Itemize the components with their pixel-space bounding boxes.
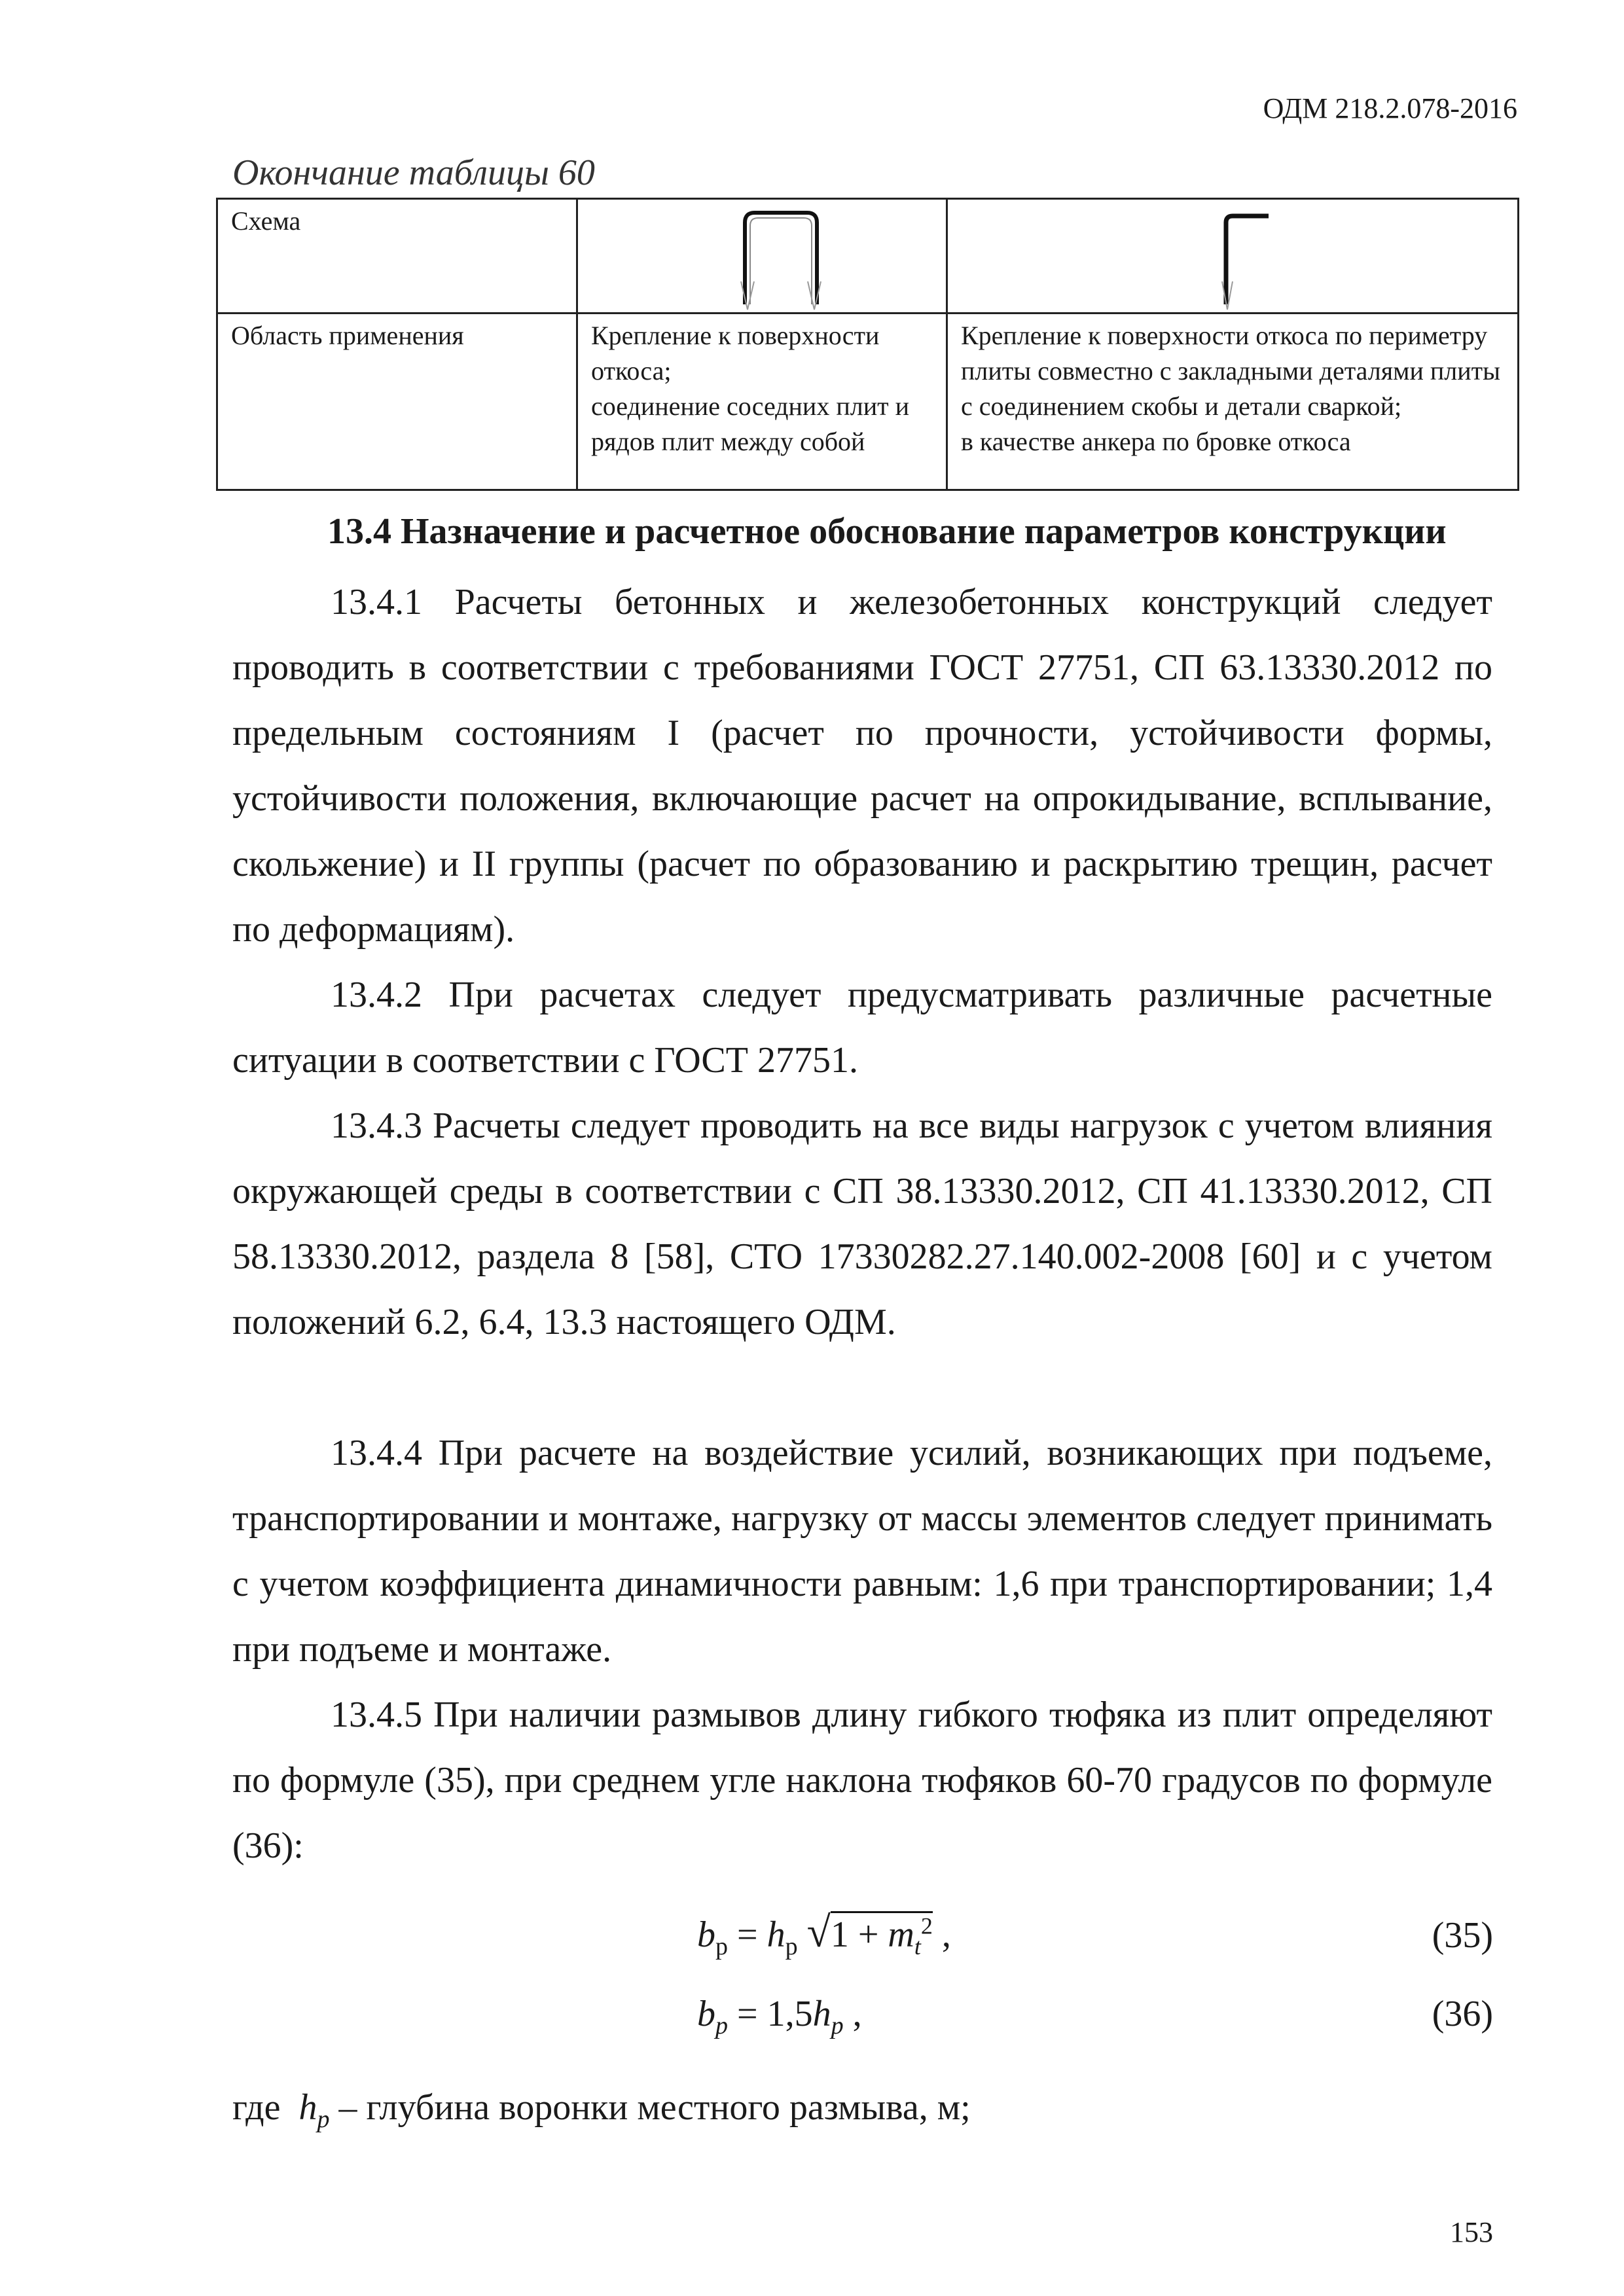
where-text: – глубина воронки местного размыва, м; [338,2087,971,2128]
f36-comma: , [852,1994,862,2034]
f35-b: b [697,1914,715,1955]
paragraph-13-4-1: 13.4.1 Расчеты бетонных и железобетонных конструкций следует проводить в соответствии с требованиями ГОСТ 27751, СП 63.13330.2012 по предельным состояниям I (расчет по прочности, устойчивости формы, устойчивости положения, включающие расчет на опрокидывание, всплывание, скольжение) и II группы (расчет по образованию и раскрытию трещин, расчет по деформациям). [232,582,1492,950]
f35-m-sub: t [914,1933,921,1960]
paragraph-13-4-2: 13.4.2 При расчетах следует предусматривать различные расчетные ситуации в соответствии с ГОСТ 27751. [232,975,1492,1081]
paragraph-13-4-3: 13.4.3 Расчеты следует проводить на все виды нагрузок с учетом влияния окружающей среды в соответствии с СП 38.13330.2012, СП 41.13330.2012, СП 58.13330.2012, раздела 8 [58], СТО 17330282.27.140.002-2008 [60] и с учетом положений 6.2, 6.4, 13.3 настоящего ОДМ. [232,1105,1492,1342]
f35-h: h [767,1914,785,1955]
l-anchor-cell [947,199,1519,314]
f35-eq: = [737,1914,758,1955]
equation-number-36: (36) [1432,1994,1493,2034]
application-label-cell [217,314,577,490]
f35-h-sub: р [785,1933,798,1961]
application-col2: Крепление к поверхности откоса по периметру плиты совместно с закладными деталями плиты с соединением скобы и детали сваркой; в качестве анкера по бровке откоса [947,314,1519,490]
application-label: Область применения [231,321,464,350]
where-symbol-sub: p [317,2106,330,2134]
f35-m: m [888,1914,914,1955]
sqrt-sign: √ [806,1909,831,1956]
f35-b-sub: р [715,1933,728,1961]
u-staple-icon [725,206,856,311]
page-number: 153 [1450,2216,1493,2248]
equation-number-35: (35) [1432,1915,1493,1956]
table-row-application [217,314,1519,490]
schema-label-cell [217,199,577,314]
table-caption: Окончание таблицы 60 [232,152,595,193]
table-row-schema [217,199,1519,314]
f36-b-sub: p [715,2012,728,2040]
section-heading: 13.4 Назначение и расчетное обоснование параметров конструкции [327,511,1447,552]
f35-m-sup: 2 [920,1912,933,1939]
paragraph-13-4-5: 13.4.5 При наличии размывов длину гибкого тюфяка из плит определяют по формуле (35), при среднем угле наклона тюфяков 60-70 градусов по формуле (36): [232,1695,1492,1866]
formula-36 [697,1993,862,2040]
f35-comma: , [941,1914,951,1955]
staple-table [216,198,1519,491]
paragraph-13-4-4: 13.4.4 При расчете на воздействие усилий, возникающих при подъеме, транспортировании и монтаже, нагрузку от массы элементов следует принимать с учетом коэффициента динамичности равным: 1,6 при транспортировании; 1,4 при подъеме и монтаже. [232,1433,1492,1670]
document-code: ОДМ 218.2.078-2016 [1263,92,1517,124]
f36-b: b [697,1994,715,2034]
f36-h: h [812,1994,831,2034]
formula-35 [697,1908,951,1961]
schema-label: Схема [231,206,301,236]
where-word: где [232,2087,281,2128]
f36-h-sub: p [831,2012,844,2040]
f36-eq: = 1,5 [737,1994,813,2034]
sqrt-body [830,1911,933,1960]
l-anchor-icon [1213,206,1291,311]
f35-one-plus: 1 + [830,1914,888,1955]
where-symbol: h [298,2087,317,2128]
u-staple-cell [577,199,947,314]
application-col1: Крепление к поверхности откоса; соединение соседних плит и рядов плит между собой [577,314,947,490]
where-definition [232,2087,971,2134]
